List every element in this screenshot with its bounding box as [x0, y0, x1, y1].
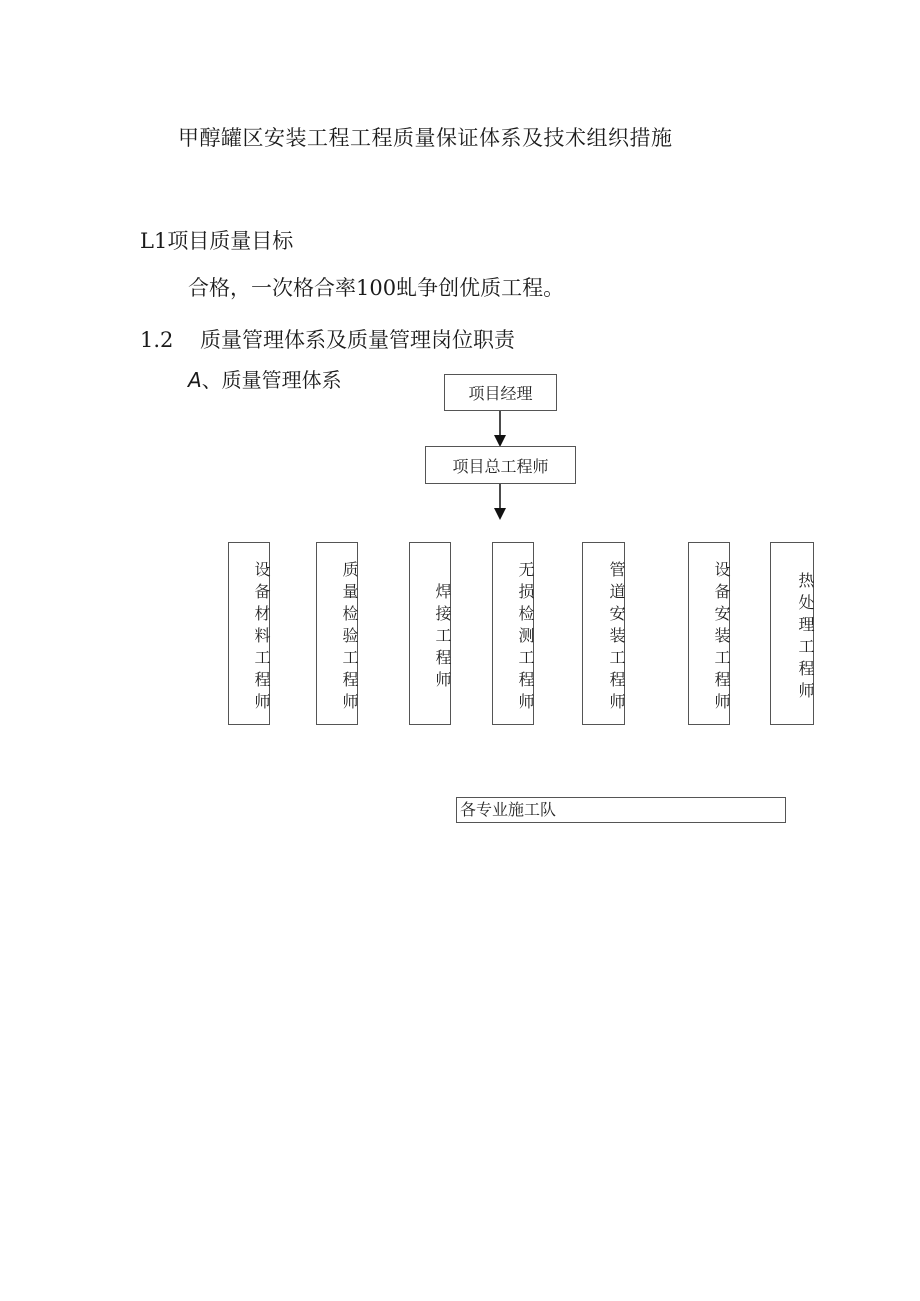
construction-teams-box: 各专业施工队 — [456, 797, 786, 823]
section-1-2-number: 1.2 — [140, 328, 174, 352]
chief-engineer-box: 项目总工程师 — [425, 446, 576, 484]
engineer-box-welding: 焊接工程师 — [409, 542, 451, 725]
engineer-box-equipment-installation: 设备安装工程师 — [688, 542, 730, 725]
section-1-1-number: L1 — [140, 229, 168, 253]
document-title: 甲醇罐区安装工程工程质量保证体系及技术组织措施 — [178, 126, 673, 150]
engineer-box-heat-treatment: 热处理工程师 — [770, 542, 814, 725]
engineer-box-piping: 管道安装工程师 — [582, 542, 625, 725]
section-1-1-title: 项目质量目标 — [167, 229, 294, 253]
subsection-a-letter: A — [188, 368, 202, 392]
engineer-box-ndt: 无损检测工程师 — [492, 542, 534, 725]
engineer-box-equipment-materials: 设备材料工程师 — [228, 542, 270, 725]
section-1-2-title: 质量管理体系及质量管理岗位职责 — [200, 328, 515, 352]
engineer-box-quality-inspection: 质量检验工程师 — [316, 542, 358, 725]
subsection-a-title: 、质量管理体系 — [201, 368, 342, 392]
quality-goal-text: 合格，一次格合率100虬争创优质工程。 — [188, 276, 565, 300]
project-manager-box: 项目经理 — [444, 374, 557, 411]
